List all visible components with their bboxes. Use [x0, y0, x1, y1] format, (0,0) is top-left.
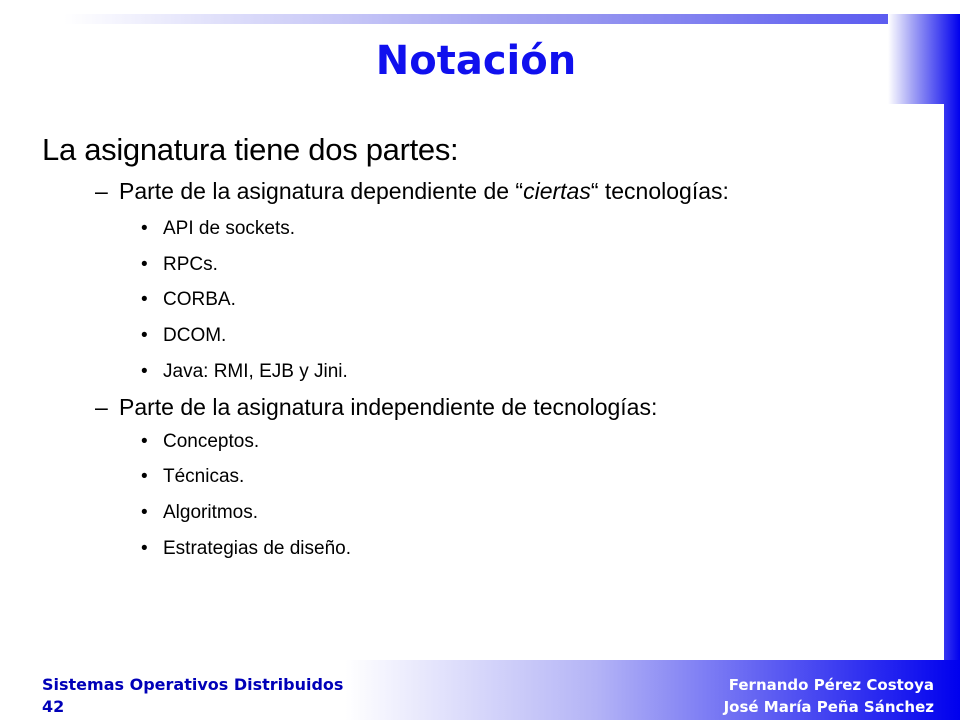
part-independent: [95, 394, 657, 421]
bullet-icon: •: [141, 361, 148, 382]
top-gradient-bar: [64, 14, 896, 24]
list-item: [141, 502, 258, 524]
list-item-text: Conceptos.: [163, 431, 260, 452]
list-item-text: DCOM.: [163, 325, 227, 346]
list-item: [141, 218, 295, 240]
list-item: [141, 538, 351, 560]
list-item: [141, 289, 236, 311]
bullet-icon: •: [141, 289, 148, 310]
main-heading: La asignatura tiene dos partes:: [42, 132, 459, 167]
list-item-text: Algoritmos.: [163, 502, 259, 523]
part-dependent-emphasis: ciertas: [523, 178, 591, 204]
bullet-icon: •: [141, 254, 148, 275]
part-dependent-prefix: Parte de la asignatura dependiente de “: [119, 178, 524, 204]
footer-authors: [724, 674, 934, 718]
list-item-text: Java: RMI, EJB y Jini.: [163, 361, 348, 382]
author-name: José María Peña Sánchez: [723, 698, 934, 716]
list-item-text: CORBA.: [163, 289, 236, 310]
dash-marker: –: [95, 178, 108, 204]
part-dependent: [95, 178, 729, 205]
list-item: [141, 325, 226, 347]
list-item-text: Estrategias de diseño.: [163, 538, 352, 559]
list-item: [141, 254, 218, 276]
list-item-text: API de sockets.: [163, 218, 296, 239]
part-dependent-suffix: “ tecnologías:: [590, 178, 729, 204]
bullet-icon: •: [141, 325, 148, 346]
list-item: [141, 361, 348, 383]
bullet-icon: •: [141, 466, 148, 487]
bullet-icon: •: [141, 431, 148, 452]
course-name: Sistemas Operativos Distribuidos: [42, 675, 344, 694]
author-name: Fernando Pérez Costoya: [728, 676, 934, 694]
bullet-icon: •: [141, 538, 148, 559]
slide-title: Notación: [375, 38, 577, 84]
bullet-icon: •: [141, 502, 148, 523]
list-item-text: Técnicas.: [163, 466, 245, 487]
list-item: [141, 466, 244, 488]
bullet-icon: •: [141, 218, 148, 239]
list-item: [141, 431, 259, 453]
footer-course-info: [42, 674, 343, 718]
dash-marker: –: [95, 394, 108, 420]
page-number: 42: [42, 697, 65, 716]
part-independent-text: Parte de la asignatura independiente de tecnologías:: [119, 394, 658, 420]
list-item-text: RPCs.: [163, 254, 218, 275]
